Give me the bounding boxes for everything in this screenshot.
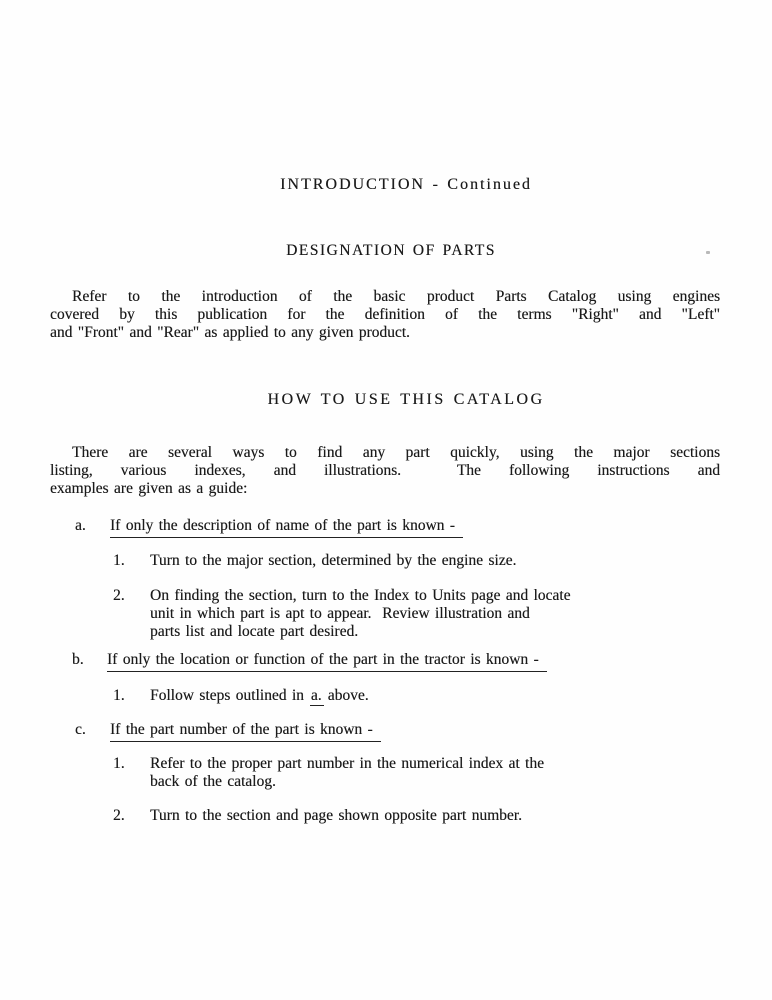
- step-line: Turn to the major section, determined by the engine size.: [150, 552, 517, 569]
- step-number: 1.: [113, 687, 125, 704]
- paragraph-line: There are several ways to find any part quickly, using the major sections: [72, 444, 720, 461]
- step-text: [150, 687, 369, 705]
- paragraph-line: listing, various indexes, and illustrations. The following instructions and: [50, 462, 720, 479]
- paragraph-line: examples are given as a guide:: [50, 480, 248, 497]
- list-item-heading: If only the location or function of the part in the tractor is known -: [107, 651, 547, 672]
- step-line: Turn to the section and page shown opposite part number.: [150, 807, 522, 824]
- step-line: parts list and locate part desired.: [150, 623, 359, 640]
- paragraph-designation: [50, 288, 720, 342]
- step-line: On finding the section, turn to the Index to Units page and locate: [150, 587, 571, 604]
- step-c-1: [113, 755, 723, 791]
- step-text: [150, 552, 516, 570]
- step-text: [150, 755, 544, 791]
- list-item-label: c.: [75, 721, 86, 738]
- step-number: 2.: [113, 807, 125, 824]
- step-reference-a: a.: [310, 687, 322, 704]
- paragraph-how-to-use: [50, 444, 720, 498]
- paragraph-line: and "Front" and "Rear" as applied to any given product.: [50, 324, 410, 341]
- step-line: unit in which part is apt to appear. Review illustration and: [150, 605, 530, 622]
- step-text-pre: Follow steps outlined in: [150, 687, 304, 704]
- section-title-how-to-use: HOW TO USE THIS CATALOG: [267, 391, 545, 408]
- paragraph-line: Refer to the introduction of the basic product Parts Catalog using engines: [72, 288, 720, 305]
- list-item-heading: If only the description of name of the part is known -: [110, 517, 463, 538]
- step-a-2: [113, 587, 723, 641]
- paragraph-line: covered by this publication for the definition of the terms "Right" and "Left": [50, 306, 720, 323]
- step-line: Refer to the proper part number in the numerical index at the: [150, 755, 544, 772]
- step-c-2: [113, 807, 723, 825]
- list-item-label: a.: [75, 517, 86, 534]
- list-item-c: [75, 721, 381, 742]
- step-text-post: above.: [327, 687, 369, 704]
- list-item-a: [75, 517, 463, 538]
- list-item-b: [72, 651, 547, 672]
- list-item-label: b.: [72, 651, 84, 668]
- step-line: back of the catalog.: [150, 773, 276, 790]
- step-number: 2.: [113, 587, 125, 604]
- step-number: 1.: [113, 755, 125, 772]
- step-text: [150, 807, 522, 825]
- step-number: 1.: [113, 552, 125, 569]
- page-heading: INTRODUCTION - Continued: [280, 176, 532, 193]
- step-text: [150, 587, 570, 641]
- step-b-1: [113, 687, 723, 705]
- list-item-heading: If the part number of the part is known -: [110, 721, 381, 742]
- step-a-1: [113, 552, 723, 570]
- scan-speck-artifact: [706, 251, 710, 254]
- section-title-designation-of-parts: DESIGNATION OF PARTS: [286, 242, 496, 259]
